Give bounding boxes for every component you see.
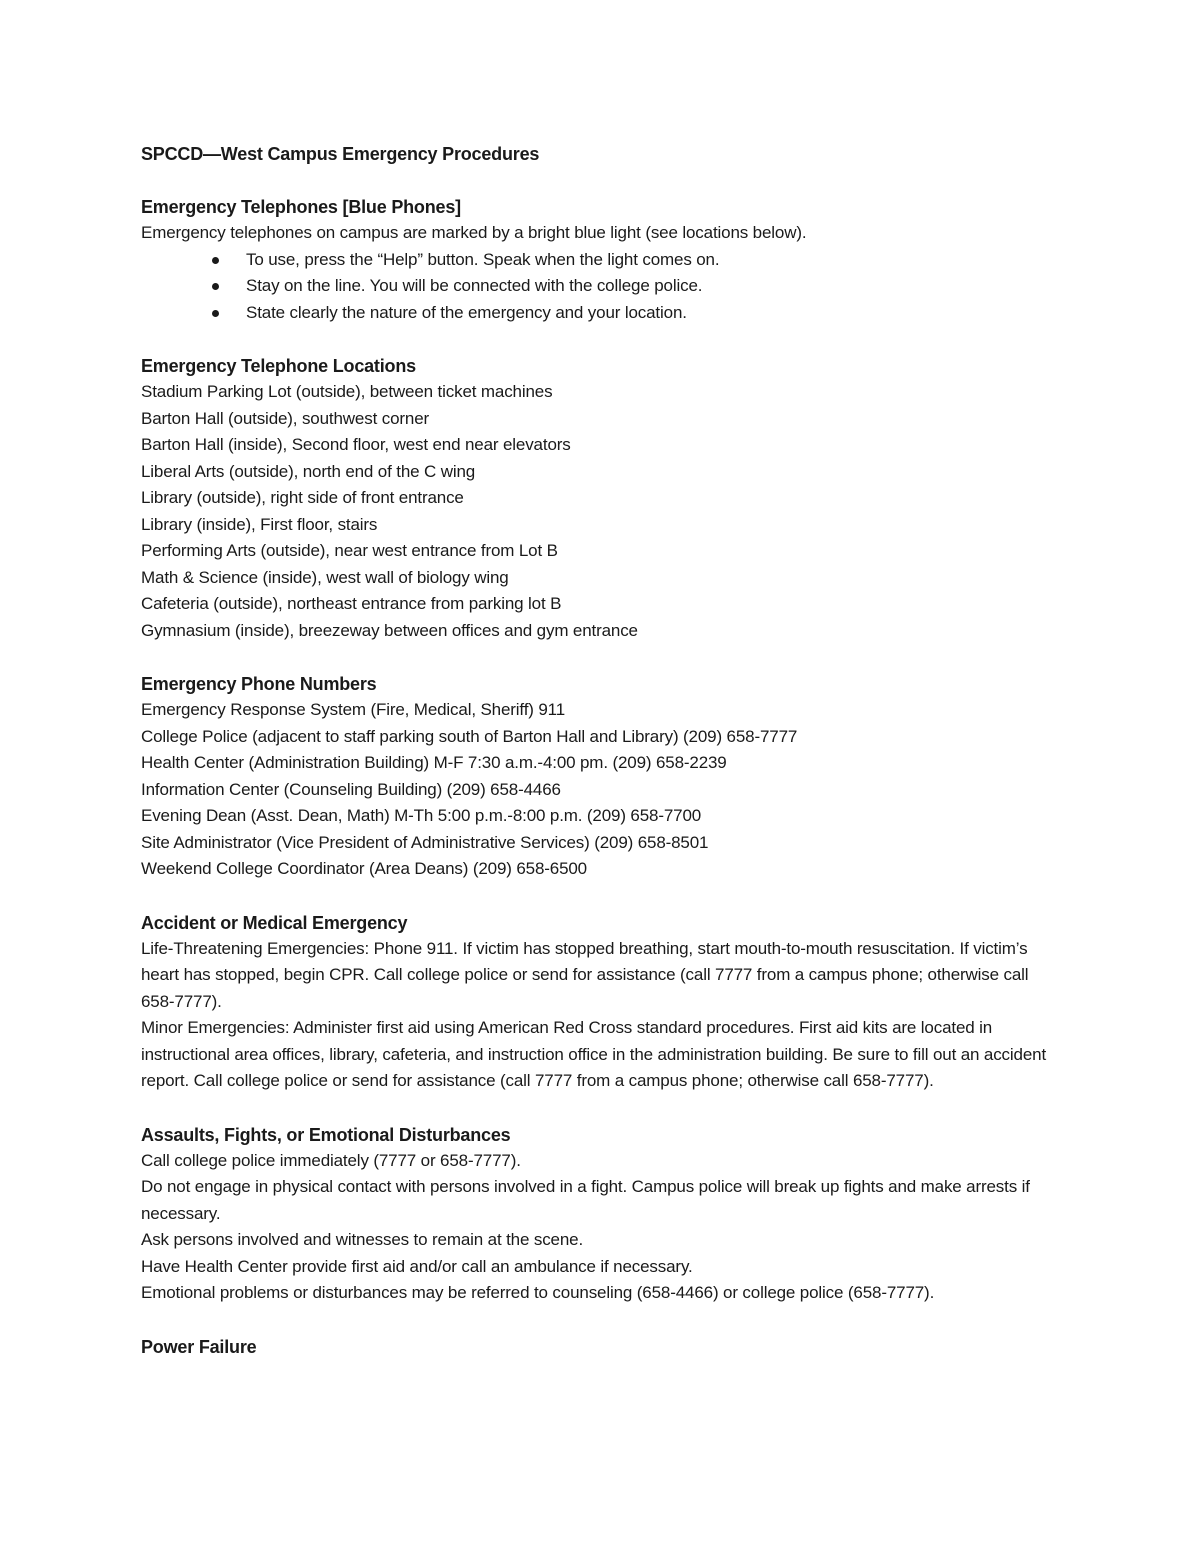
location-item: Barton Hall (outside), southwest corner <box>141 408 430 428</box>
phone-locations-heading: Emergency Telephone Locations <box>141 356 416 376</box>
phone-number-item: Emergency Response System (Fire, Medical, Sheriff) 911 <box>141 700 565 719</box>
phone-number-item: Information Center (Counseling Building) (209) 658-4466 <box>141 779 561 799</box>
assaults-paragraph: Do not engage in physical contact with persons involved in a fight. Campus police will break up fights and make arrests if necessary. <box>141 1177 1030 1223</box>
assaults-heading: Assaults, Fights, or Emotional Disturbances <box>141 1124 511 1145</box>
blue-phones-intro: Emergency telephones on campus are marked by a bright blue light (see locations below). <box>141 223 807 242</box>
bullet-icon <box>212 283 219 290</box>
bullet-icon <box>212 257 219 264</box>
location-item: Cafeteria (outside), northeast entrance from parking lot B <box>141 594 562 613</box>
power-failure-heading: Power Failure <box>141 1336 257 1357</box>
document-page <box>141 141 1061 1360</box>
list-item <box>141 273 1061 300</box>
phone-numbers-heading: Emergency Phone Numbers <box>141 674 377 694</box>
instruction-text: To use, press the “Help” button. Speak when the light comes on. <box>246 249 720 269</box>
location-item: Library (inside), First floor, stairs <box>141 514 378 534</box>
phone-number-item: Weekend College Coordinator (Area Deans) (209) 658-6500 <box>141 859 587 878</box>
minor-emergencies-paragraph: Minor Emergencies: Administer first aid using American Red Cross standard procedures. First aid kits are located in instructional area offices, library, cafeteria, and instruction office in the administration building. Be sure to fill out an accident report. Call college police or send for assistance (call 7777 from a campus phone; otherwise call 658-7777). <box>141 1018 1047 1090</box>
phone-number-item: Site Administrator (Vice President of Administrative Services) (209) 658-8501 <box>141 832 709 852</box>
location-item: Performing Arts (outside), near west entrance from Lot B <box>141 541 558 560</box>
phone-number-item: College Police (adjacent to staff parking south of Barton Hall and Library) (209) 658-7777 <box>141 726 798 746</box>
list-item <box>141 300 1061 327</box>
phone-locations-list <box>141 379 1061 644</box>
instruction-text: Stay on the line. You will be connected with the college police. <box>246 276 703 295</box>
assaults-paragraph: Emotional problems or disturbances may be referred to counseling (658-4466) or college police (658-7777). <box>141 1283 935 1302</box>
blue-phones-instructions <box>141 247 1061 327</box>
location-item: Gymnasium (inside), breezeway between offices and gym entrance <box>141 620 638 640</box>
life-threatening-paragraph: Life-Threatening Emergencies: Phone 911. If victim has stopped breathing, start mouth-to-mouth resuscitation. If victim’s heart has stopped, begin CPR. Call college police or send for assistance (call 7777 from a campus phone; otherwise call 658-7777). <box>141 938 1029 1011</box>
phone-number-item: Evening Dean (Asst. Dean, Math) M-Th 5:00 p.m.-8:00 p.m. (209) 658-7700 <box>141 806 702 825</box>
phone-number-item: Health Center (Administration Building) M-F 7:30 a.m.-4:00 pm. (209) 658-2239 <box>141 753 727 772</box>
phone-numbers-list <box>141 697 1061 883</box>
location-item: Stadium Parking Lot (outside), between ticket machines <box>141 382 553 401</box>
location-item: Library (outside), right side of front entrance <box>141 488 464 507</box>
instruction-text: State clearly the nature of the emergency and your location. <box>246 302 687 322</box>
list-item <box>141 247 1061 274</box>
bullet-icon <box>212 310 219 317</box>
blue-phones-heading: Emergency Telephones [Blue Phones] <box>141 197 461 217</box>
assaults-paragraph: Ask persons involved and witnesses to remain at the scene. <box>141 1230 584 1249</box>
location-item: Barton Hall (inside), Second floor, west end near elevators <box>141 435 571 454</box>
assaults-paragraph: Call college police immediately (7777 or 658-7777). <box>141 1150 521 1170</box>
assaults-paragraph: Have Health Center provide first aid and/or call an ambulance if necessary. <box>141 1256 693 1276</box>
location-item: Math & Science (inside), west wall of biology wing <box>141 567 509 587</box>
document-title: SPCCD—West Campus Emergency Procedures <box>141 144 540 164</box>
medical-heading: Accident or Medical Emergency <box>141 912 408 933</box>
location-item: Liberal Arts (outside), north end of the C wing <box>141 461 476 481</box>
